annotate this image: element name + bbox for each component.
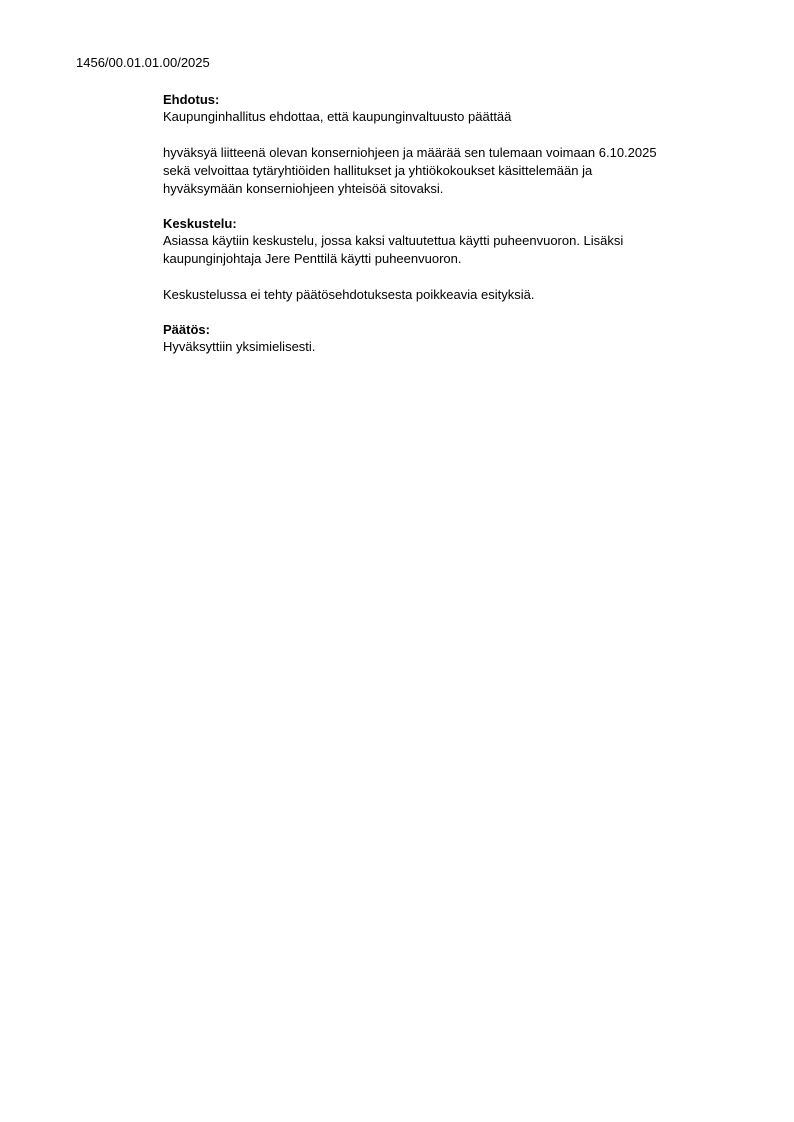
spacer: [163, 268, 743, 286]
section-ehdotus: [163, 92, 743, 198]
paatos-text: Hyväksyttiin yksimielisesti.: [163, 339, 316, 354]
keskustelu-body-line: kaupunginjohtaja Jere Penttilä käytti puheenvuoron.: [163, 251, 462, 266]
keskustelu-heading: Keskustelu:: [163, 216, 237, 231]
ehdotus-body-line: hyväksymään konserniohjeen yhteisöä sitovaksi.: [163, 181, 444, 196]
ehdotus-body: [163, 144, 743, 198]
ehdotus-body-line: hyväksyä liitteenä olevan konserniohjeen ja määrää sen tulemaan voimaan 6.10.2025: [163, 145, 657, 160]
ehdotus-intro: Kaupunginhallitus ehdottaa, että kaupunginvaltuusto päättää: [163, 109, 512, 124]
keskustelu-note: Keskustelussa ei tehty päätösehdotuksesta poikkeavia esityksiä.: [163, 287, 535, 302]
spacer: [163, 198, 743, 216]
document-reference-number: 1456/00.01.01.00/2025: [76, 55, 210, 70]
keskustelu-body-line: Asiassa käytiin keskustelu, jossa kaksi valtuutettua käytti puheenvuoron. Lisäksi: [163, 233, 624, 248]
keskustelu-body: [163, 232, 743, 268]
ehdotus-body-line: sekä velvoittaa tytäryhtiöiden hallitukset ja yhtiökokoukset käsittelemään ja: [163, 163, 593, 178]
paatos-heading: Päätös:: [163, 322, 210, 337]
document-body: [163, 92, 743, 356]
section-keskustelu: [163, 216, 743, 304]
ehdotus-heading: Ehdotus:: [163, 92, 220, 107]
section-paatos: [163, 322, 743, 356]
spacer: [163, 304, 743, 322]
spacer: [163, 126, 743, 144]
